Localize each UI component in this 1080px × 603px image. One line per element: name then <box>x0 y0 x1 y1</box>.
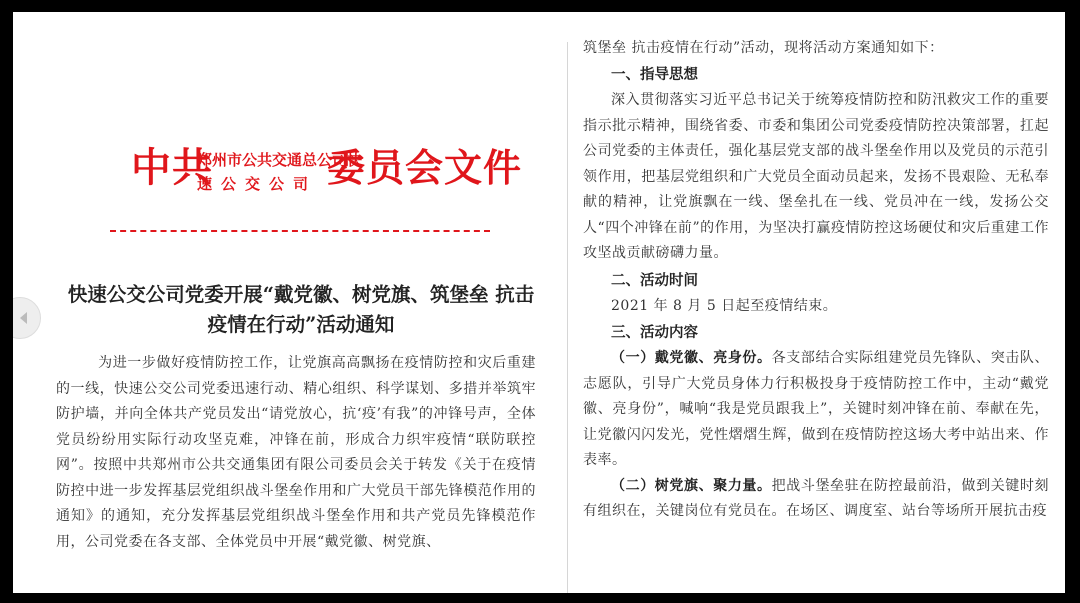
header-org-line1: 郑州市公共交通总公司快 <box>197 151 363 169</box>
page-divider <box>567 42 568 593</box>
header-org-line2: 速公交公司 <box>197 175 318 193</box>
right-page <box>583 36 1049 525</box>
activity-item-2-body: 把战斗堡垒驻在防控最前沿，做到关键时刻有组织在，关键岗位有党员在。在场区、调度室、站台等场所开展抗击疫 <box>583 477 1050 519</box>
activity-item-1 <box>583 346 1049 474</box>
continuation-line: 筑堡垒 抗击疫情在行动”活动，现将活动方案通知如下： <box>583 40 944 56</box>
activity-item-2 <box>583 474 1049 525</box>
section-activity-time-heading: 二、活动时间 <box>611 271 698 289</box>
section-guiding-ideology-body: 深入贯彻落实习近平总书记关于统筹疫情防控和防汛救灾工作的重要指示批示精神，围绕省委、市委和集团公司党委疫情防控决策部署，扛起公司党委的主体责任，强化基层党支部的战斗堡垒作用以及党员的示范引领作用，把基层党组织和广大党员全面动员起来，发扬不畏艰险、无私奉献的精神，让党旗飘在一线、堡垒扎在一线、党员冲在一线，发扬公交人“四个冲锋在前”的作用，为坚决打赢疫情防控这场硬仗和灾后重建工作攻坚战贡献磅礴力量。 <box>583 92 1049 261</box>
red-divider-line <box>110 230 490 232</box>
document-sheet <box>13 12 1065 593</box>
header-committee-document: 委员会文件 <box>327 145 523 190</box>
red-header <box>131 137 523 217</box>
header-cpc: 中共 <box>131 144 213 191</box>
section-guiding-ideology-heading: 一、指导思想 <box>611 66 698 83</box>
activity-item-1-body: 各支部结合实际组建党员先锋队、突击队、志愿队，引导广大党员身体力行积极投身于疫情防控工作中，主动“戴党徽、亮身份”，喊响“我是党员跟我上”，关键时刻冲锋在前、奉献在先，让党徽闪闪发光，党性熠熠生辉，做到在疫情防控这场大考中站出来、作表率。 <box>583 350 1050 468</box>
intro-paragraph <box>56 351 536 555</box>
intro-text: 为进一步做好疫情防控工作，让党旗高高飘扬在疫情防控和灾后重建的一线，快速公交公司党委迅速行动、精心组织、科学谋划、多措并举筑牢防护墙，并向全体共产党员发出“请党放心，抗‘疫’有我”的冲锋号声，全体党员纷纷用实际行动攻坚克难，冲锋在前，形成合力织牢疫情“联防联控网”。按照中共郑州市公共交通集团有限公司委员会关于转发《关于在疫情防控中进一步发挥基层党组织战斗堡垒作用和广大党员干部先锋模范作用的通知》的通知，充分发挥基层党组织战斗堡垒作用和共产党员先锋模范作用，公司党委在各支部、全体党员中开展“戴党徽、树党旗、 <box>56 355 536 550</box>
activity-item-2-title: （二）树党旗、聚力量。 <box>611 477 772 494</box>
section-activity-content-heading: 三、活动内容 <box>611 324 698 341</box>
page-nav-handle[interactable] <box>13 297 41 339</box>
notice-title: 快速公交公司党委开展“戴党徽、树党旗、筑堡垒 抗击疫情在行动”活动通知 <box>67 283 535 336</box>
activity-item-1-title: （一）戴党徽、亮身份。 <box>611 350 772 366</box>
section-activity-time-body: 2021 年 8 月 5 日起至疫情结束。 <box>611 297 838 314</box>
